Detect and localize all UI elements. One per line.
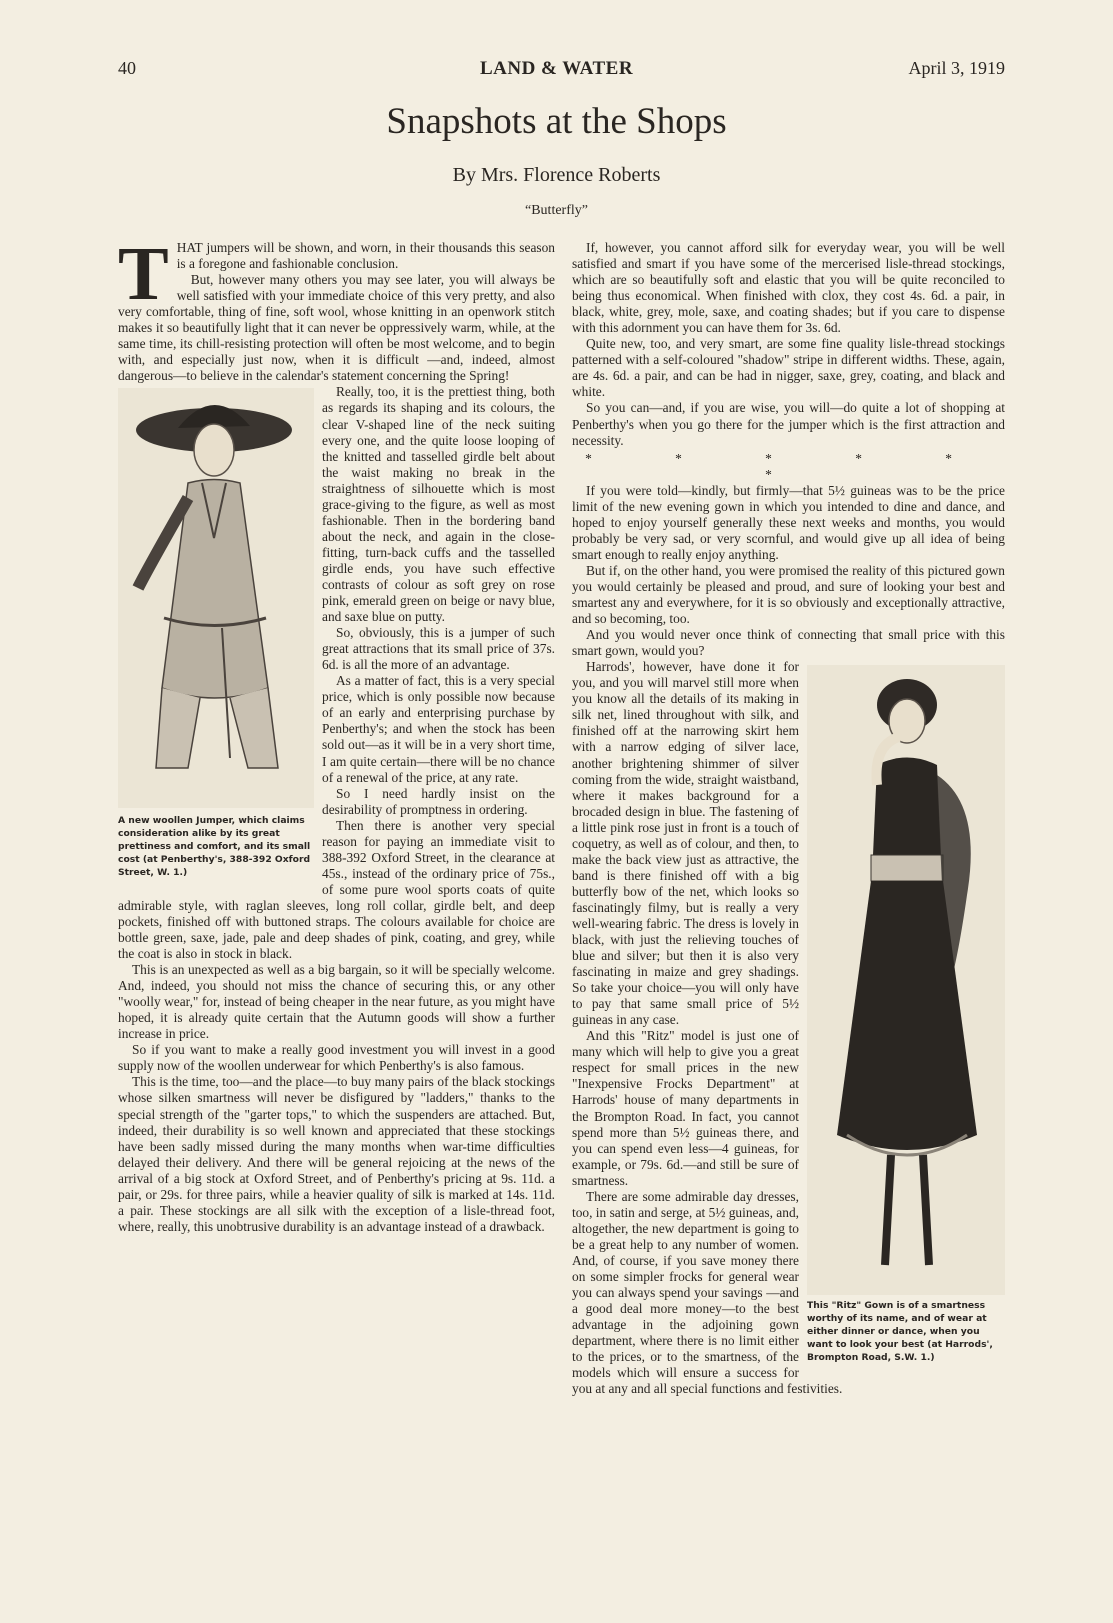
article-title: Snapshots at the Shops bbox=[386, 101, 727, 142]
paragraph: So I need hardly insist on the desirability of promptness in ordering. bbox=[322, 785, 555, 817]
right-column bbox=[572, 240, 1005, 1540]
paragraph: Quite new, too, and very smart, are some fine quality lisle-thread stockings patterned with a self-coloured "shadow" stripe in different widths. These, again, are 4s. 6d. a pair, and can be had in nigger, saxe, grey, coating, and black and white. bbox=[572, 336, 1005, 400]
jumper-caption: A new woollen Jumper, which claims consideration alike by its great prettiness and comfort, and its small cost (at Penberthy's, 388-392 Oxford Street, W. 1.) bbox=[118, 815, 311, 879]
paragraph: So if you want to make a really good investment you will invest in a good supply now of the woollen underwear for which Penberthy's is also famous. bbox=[118, 1042, 555, 1074]
jumper-illustration-icon bbox=[118, 388, 314, 808]
page-number: 40 bbox=[118, 58, 136, 78]
issue-date: April 3, 1919 bbox=[908, 58, 1005, 78]
paragraph: But if, on the other hand, you were promised the reality of this pictured gown you would certainly be pleased and proud, and sure of looking your best and smartest any and everywhere, for it is so obviously and exceptionally attractive, and so becoming, too. bbox=[572, 562, 1005, 627]
paragraph: As a matter of fact, this is a very special price, which is only possible now because of an early and enterprising purchase by Penberthy's; and when the stock has been sold out—as it will be in a very short time, I am quite certain—there will be no chance of a renewal of the price, at any rate. bbox=[322, 673, 555, 785]
paragraph: If, however, you cannot afford silk for everyday wear, you will be well satisfied and smart if you have some of the mercerised lisle-thread stockings, which are so beautifully soft and elastic that you will be quite reconciled to being thus economical. When finished with clox, they cost 4s. 6d. a pair, in black, white, grey, mole, saxe, and coating shades; but if you care to dispense with this adornment you can have them for 3s. 6d. bbox=[572, 240, 1005, 336]
paragraph: Harrods', however, have done it for you, and you will marvel still more when you know all the details of its making in silk net, lined throughout with silk, and finished off at the narrowing skirt hem with a narrow edging of silver lace, another brightening shimmer of silver coming from the wide, straight waistband, where it makes background for a brocaded design in blue. The fastening of a little pink rose just in front is a touch of coquetry, as well as of colour, and then, to make the back view just as attractive, the band is there finished off with a big butterfly bow of the net, which looks so fascinatingly filmy, but is really a very well-wearing fabric. The dress is lovely in black, with just the relieving touches of blue and silver; but then it is also very fascinating in maize and grey shadings. So take your choice—you will only have to pay that same small price of 5½ guineas in any case. bbox=[572, 659, 799, 1028]
byline: By Mrs. Florence Roberts bbox=[452, 164, 661, 186]
paragraph: If you were told—kindly, but firmly—that 5½ guineas was to be the price limit of the new evening gown in which you intended to dine and dance, and hoped to enjoy yourself generally these next weeks and months, you would probably be very sad, or very scornful, and would give up all idea of being smart enough to really enjoy anything. bbox=[572, 482, 1005, 562]
paragraph: THAT jumpers will be shown, and worn, in their thousands this season is a foregone and fashionable conclusion. bbox=[118, 232, 555, 316]
drop-cap: T bbox=[118, 232, 169, 316]
paragraph: So you can—and, if you are wise, you will—do quite a lot of shopping at Penberthy's when you go there for the jumper which is the first attraction and necessity. bbox=[572, 400, 1005, 448]
gown-illustration-icon bbox=[807, 665, 1005, 1295]
paragraph: This is an unexpected as well as a big bargain, so it will be specially welcome. And, indeed, you should not miss the chance of securing this, or any other "woolly wear," for, instead of being cheaper in the near future, as you might have hoped, it is already quite certain that the Autumn goods will show a further increase in price. bbox=[118, 962, 555, 1042]
paragraph: There are some admirable day dresses, too, in satin and serge, at 5½ guineas, and, altogether, the new department is going to be a great help to any number of women. And, of course, if you save money there on some simpler frocks for general wear you can always spend your savings —and a good deal more money—to the best advantage in the adjoining gown department, where there is no limit either to the prices, or to the smartness, of the models which will ensure a success for you at any and all special functions and festivities. bbox=[572, 1188, 843, 1397]
paragraph: And this "Ritz" model is just one of many which will help to give you a great respect for small prices in the new "Inexpensive Frocks Department" at Harrods' house of many departments in the Brompton Road. In fact, you cannot spend more than 5½ guineas there, and you can spend even less—4 guineas, for example, or 79s. 6d.—and still be sure of smartness. bbox=[572, 1028, 799, 1188]
paragraph: This is the time, too—and the place—to buy many pairs of the black stockings whose silken smartness will never be disfigured by "ladders," thanks to the special strength of the "garter tops," to which the suspenders are attached. But, indeed, their durability is so well known and appreciated that these stockings have been sadly missed during the many months when war-time difficulties delayed their delivery. And there will be general rejoicing at the news of the arrival of a big stock at Oxford Street, and of Penberthy's pricing at 9s. 11d. a pair, or 29s. for three pairs, while a heavier quality of silk is marked at 14s. 11d. a pair. These stockings are all silk with the exception of a lisle-thread foot, where, really, this unobtrusive durability is an advantage instead of a drawback. bbox=[118, 1074, 555, 1234]
paragraph: Then there is another very special reason for paying an immediate visit to 388-392 Oxford Street, in the clearance at 45s., instead of the ordinary price of 75s., of some pure wool sports coats of quite admirable style, with raglan sleeves, long roll collar, girdle belt, and deep pockets, finished off with buttoned straps. The colours available for choice are bottle green, saxe, jade, pale and deep shades of pink, coating, and grey, while the coat is also in stock in black. bbox=[118, 817, 555, 962]
paragraph: Really, too, it is the prettiest thing, both as regards its shaping and its colours, the clear V-shaped line of the neck suiting every one, and the quite loose looping of the knitted and tasselled girdle belt about the waist making no break in the straightness of silhouette which is most grace-giving to the figure, as well as most fashionable. Then in the bordering band about the neck, and again in the close-fitting, turn-back cuffs and the tasselled girdle ends, you have such effective contrasts of colour as soft grey on rose pink, emerald green on beige or navy blue, and saxe blue on putty. bbox=[322, 384, 555, 625]
section-break: * * * * * * bbox=[585, 450, 992, 482]
gown-figure bbox=[807, 665, 1005, 1377]
jumper-figure bbox=[118, 388, 314, 888]
masthead: LAND & WATER bbox=[479, 58, 634, 79]
pen-name: “Butterfly” bbox=[525, 203, 588, 218]
left-column bbox=[118, 232, 555, 1540]
paragraph: But, however many others you may see later, you will always be well satisfied with your immediate choice of this very pretty, and also very comfortable, thing of fine, soft wool, whose knitting in an openwork stitch makes it so beautifully light that it can never be oppressively warm, while, at the same time, its chill-resisting protection will often be most welcome, and to begin with, and especially just now, when it is difficult —and, indeed, almost dangerous—to believe in the calendar's statement concerning the Spring! bbox=[118, 272, 555, 384]
paragraph: And you would never once think of connecting that small price with this smart gown, would you? bbox=[572, 627, 1005, 659]
paragraph: So, obviously, this is a jumper of such great attractions that its small price of 37s. 6d. is all the more of an advantage. bbox=[322, 625, 555, 673]
gown-caption: This "Ritz" Gown is of a smartness worthy of its name, and of wear at either dinner or dance, when you want to look your best (at Harrods', Brompton Road, S.W. 1.) bbox=[807, 1300, 993, 1364]
